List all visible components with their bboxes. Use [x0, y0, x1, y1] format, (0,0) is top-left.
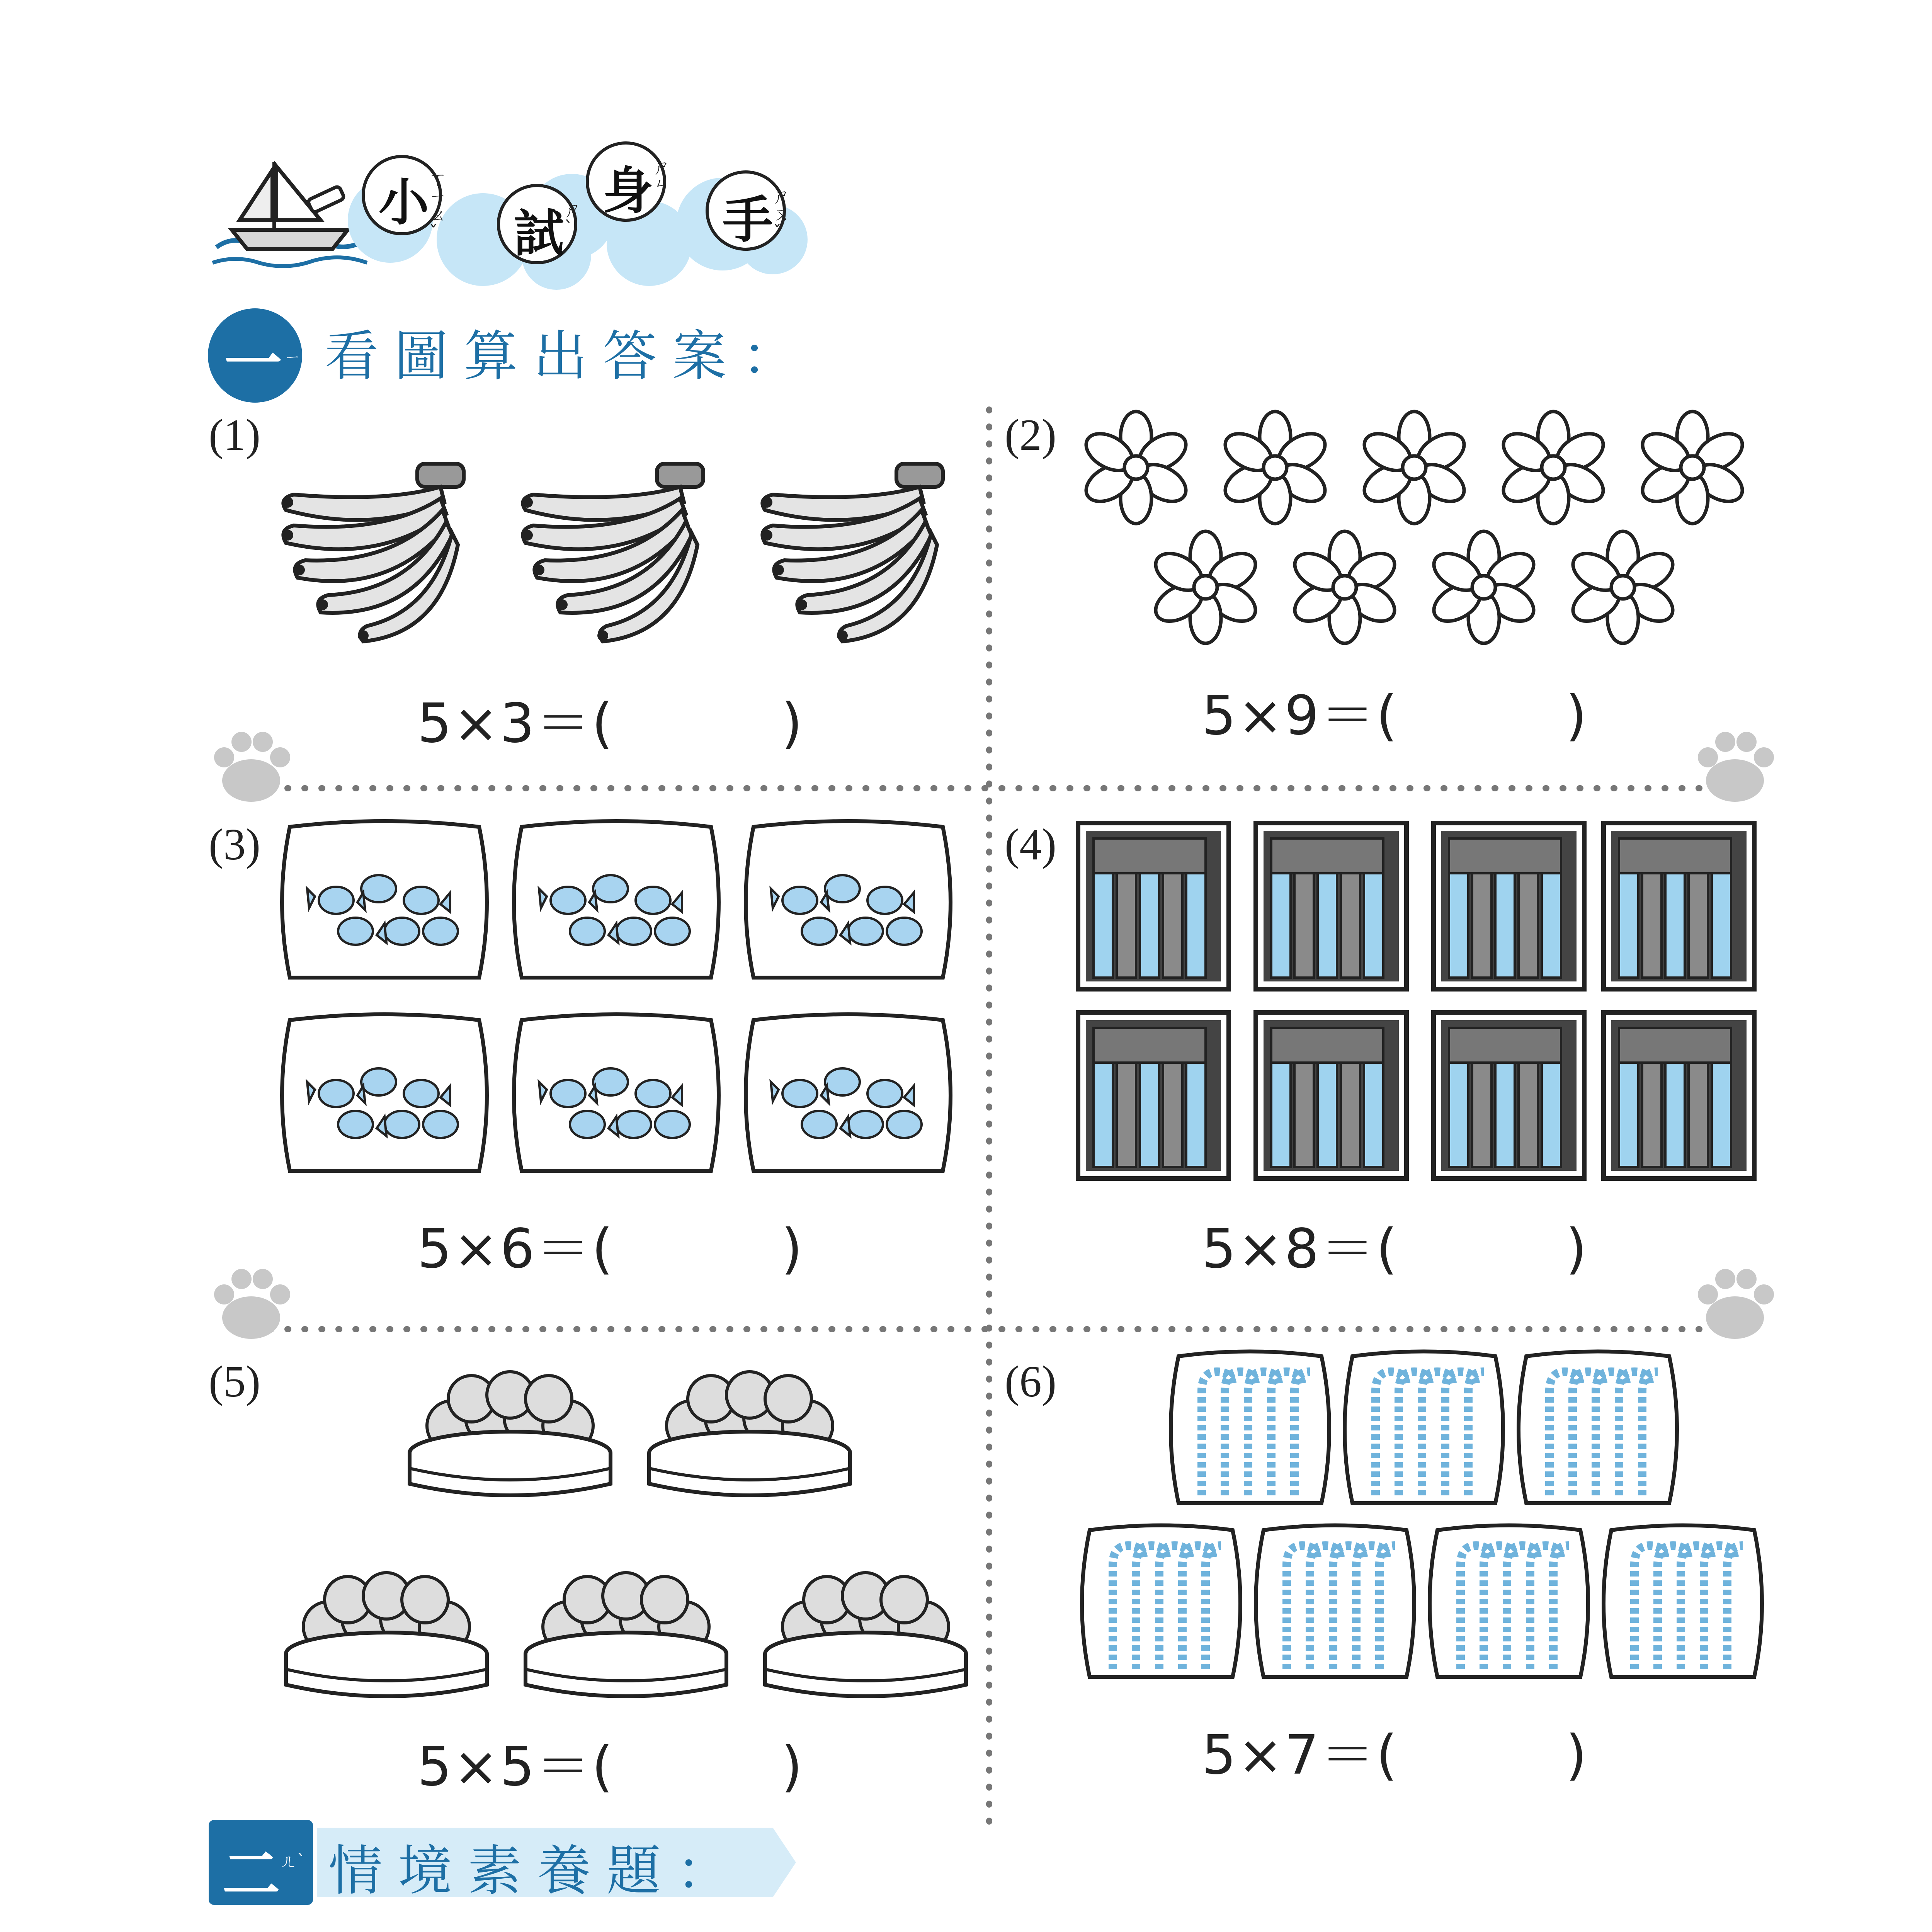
section1-badge-zhuyin: ㄧ: [284, 348, 301, 368]
header-title-char-3: 身: [603, 162, 653, 220]
header-title-char-4: 手: [723, 190, 773, 249]
section1-badge-text: 一: [224, 330, 282, 398]
problem-3-label: (3): [209, 820, 261, 869]
problem-1-equation: 5×3＝( ): [417, 692, 804, 755]
problem-6-label: (6): [1005, 1357, 1057, 1406]
problem-3-equation: 5×6＝( ): [417, 1218, 804, 1281]
paw-icon: [209, 1264, 294, 1349]
section2-badge-text: 二: [222, 1841, 281, 1908]
problem-4-label: (4): [1005, 820, 1057, 869]
problem-1-label: (1): [209, 410, 261, 459]
problem-4-picture: [1078, 823, 1758, 1190]
paw-icon: [209, 726, 294, 811]
header-zhuyin-1: ㄒㄧㄠˇ: [429, 168, 447, 243]
problem-5-picture: [278, 1368, 974, 1739]
header-zhuyin-4: ㄕㄡˇ: [773, 186, 791, 242]
problem-5-equation: 5×5＝( ): [417, 1735, 804, 1798]
problem-2-equation: 5×9＝( ): [1202, 684, 1588, 747]
header-zhuyin-3: ㄕㄣ: [653, 157, 671, 196]
section2-title: 情境素養題：: [328, 1840, 746, 1903]
header-title-char-1: 小: [379, 173, 429, 232]
problem-3-picture: [278, 815, 974, 1194]
section1-title: 看圖算出答案：: [325, 325, 812, 388]
section2-badge-zhuyin: ㄦˋ: [280, 1851, 306, 1871]
problem-1-picture: [270, 456, 974, 657]
header-zhuyin-2: ㄕˋ: [564, 199, 582, 238]
problem-4-equation: 5×8＝( ): [1202, 1218, 1588, 1281]
paw-icon: [1692, 1264, 1777, 1349]
problem-5-label: (5): [209, 1357, 261, 1406]
header-title-char-2: 試: [514, 204, 565, 263]
problem-2-picture: [1066, 406, 1762, 653]
problem-2-label: (2): [1005, 410, 1057, 459]
problem-6-equation: 5×7＝( ): [1202, 1724, 1588, 1787]
paw-icon: [1692, 726, 1777, 811]
problem-6-picture: [1078, 1349, 1758, 1696]
question-line-1: [201, 1924, 1310, 1932]
